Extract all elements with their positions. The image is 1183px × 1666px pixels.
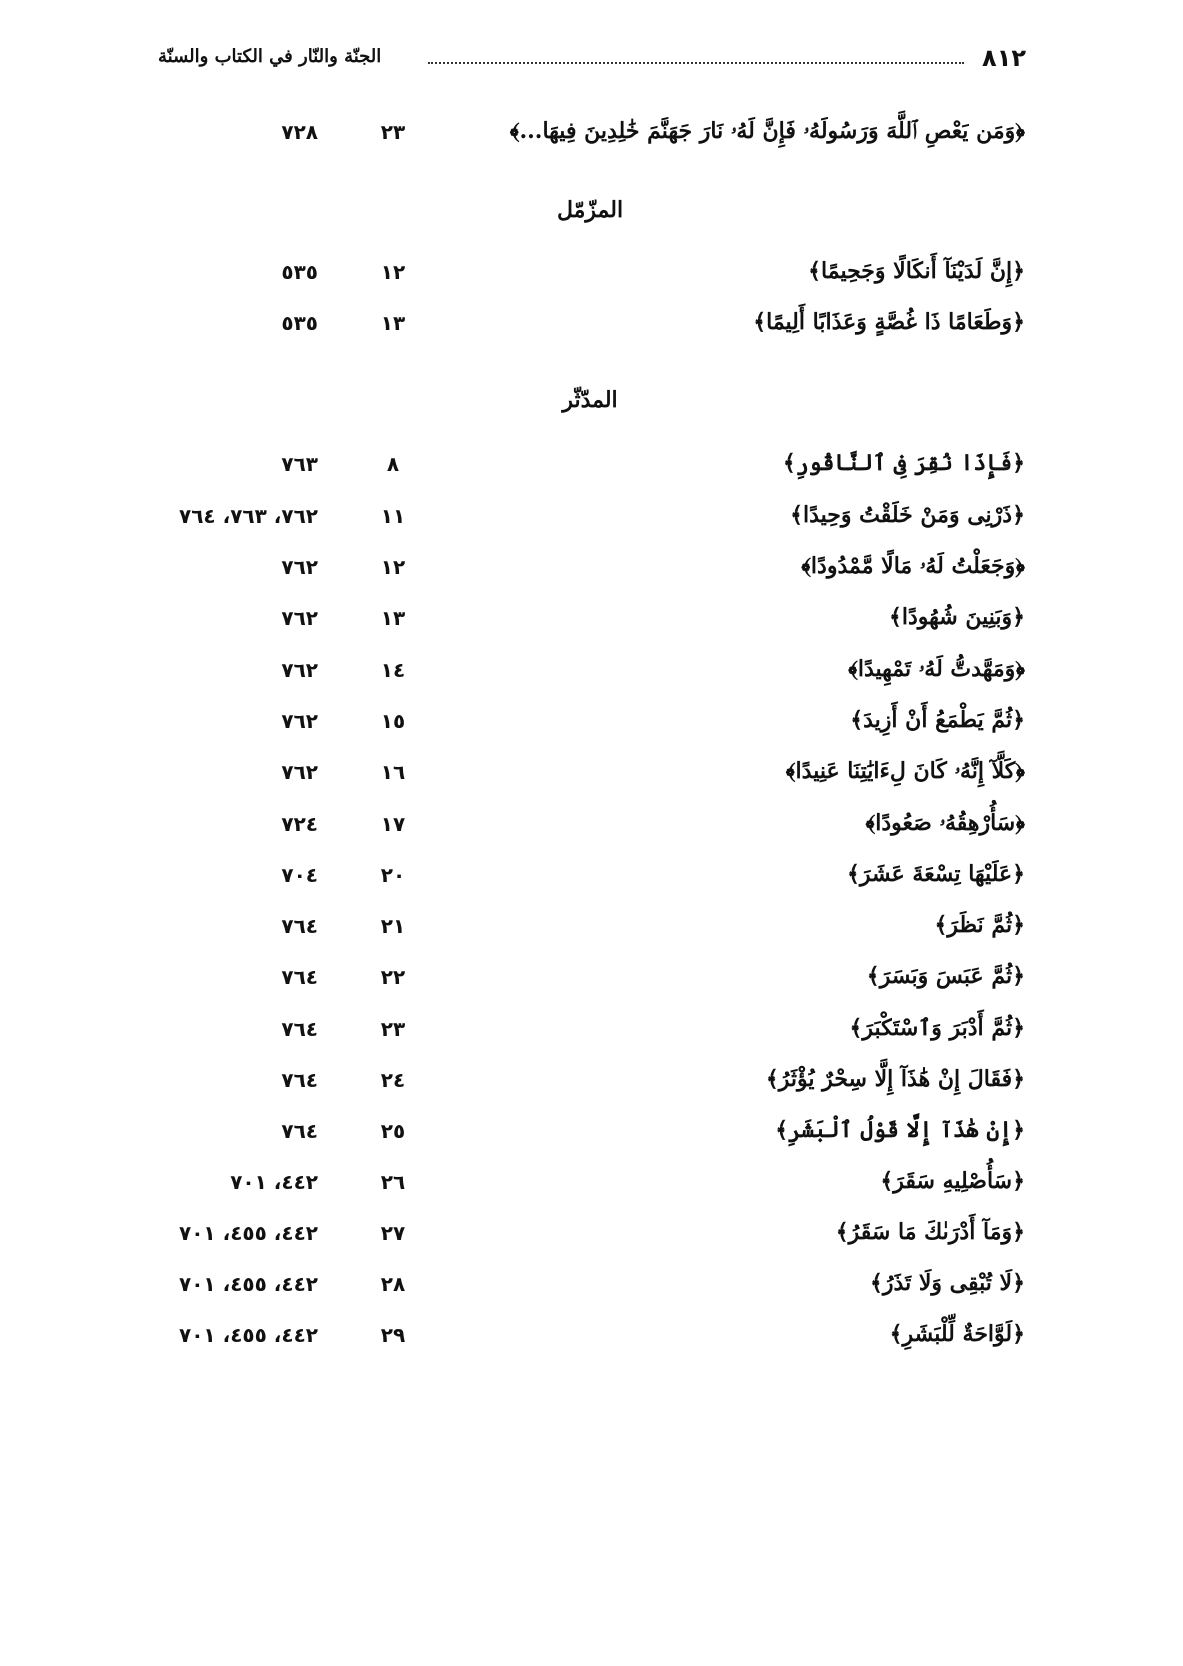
page-references: ٧٦٢	[281, 709, 318, 733]
ayah-number: ١١	[380, 504, 406, 528]
ayah-number: ٢٧	[380, 1221, 406, 1245]
page-references: ٤٤٢، ٤٥٥، ٧٠١	[179, 1323, 318, 1347]
index-row	[0, 963, 1183, 1003]
running-header	[158, 44, 1026, 76]
ayah-number: ٢٣	[380, 120, 406, 144]
verse-text: ﴿لَا تُبْقِى وَلَا تَذَرُ﴾	[870, 1270, 1025, 1296]
ayah-number: ٢٩	[380, 1323, 406, 1347]
header-dotted-leader	[428, 62, 964, 64]
verse-text: ﴿فَإِذَا نُقِرَ فِى ٱلنَّاقُورِ﴾	[782, 450, 1025, 476]
index-row	[0, 1321, 1183, 1361]
ayah-number: ١٧	[380, 812, 406, 836]
page-references: ٧٢٨	[281, 120, 318, 144]
verse-text: ﴿فَقَالَ إِنْ هَٰذَآ إِلَّا سِحْرٌ يُؤْثَرُ﴾	[765, 1066, 1025, 1092]
verse-text: ﴿وَمَهَّدتُّ لَهُۥ تَمْهِيدًا﴾	[848, 656, 1025, 682]
index-row	[0, 1219, 1183, 1259]
ayah-number: ١٣	[380, 606, 406, 630]
verse-text: ﴿ذَرْنِى وَمَنْ خَلَقْتُ وَحِيدًا﴾	[790, 502, 1025, 528]
verse-text: ﴿وَبَنِينَ شُهُودًا﴾	[888, 604, 1025, 630]
ayah-number: ٢٣	[380, 1017, 406, 1041]
surah-heading: المزّمّل	[556, 197, 624, 223]
verse-text: ﴿ثُمَّ يَطْمَعُ أَنْ أَزِيدَ﴾	[850, 707, 1025, 733]
ayah-number: ١٥	[380, 709, 406, 733]
verse-text: ﴿سَأُرْهِقُهُۥ صَعُودًا﴾	[865, 810, 1025, 836]
page-references: ٧٠٤	[281, 863, 318, 887]
index-row	[0, 656, 1183, 696]
verse-text: ﴿وَجَعَلْتُ لَهُۥ مَالًا مَّمْدُودًا﴾	[801, 553, 1025, 579]
ayah-number: ٨	[386, 452, 400, 476]
page-references: ٧٦٤	[281, 1017, 318, 1041]
page-references: ٧٦٢	[281, 658, 318, 682]
ayah-number: ٢٥	[380, 1119, 406, 1143]
ayah-number: ٢٠	[380, 863, 406, 887]
verse-text: ﴿ثُمَّ عَبَسَ وَبَسَرَ﴾	[866, 963, 1025, 989]
index-row	[0, 1015, 1183, 1055]
page-references: ٥٣٥	[281, 311, 318, 335]
verse-text: ﴿سَأُصْلِيهِ سَقَرَ﴾	[880, 1168, 1025, 1194]
page-references: ٧٦٤	[281, 1119, 318, 1143]
index-row	[0, 450, 1183, 490]
ayah-number: ٢٤	[380, 1068, 406, 1092]
index-row	[0, 502, 1183, 542]
index-row	[0, 1168, 1183, 1208]
ayah-number: ١٣	[380, 311, 406, 335]
ayah-number: ٢٦	[380, 1170, 406, 1194]
page-references: ٧٦٤	[281, 1068, 318, 1092]
verse-text: ﴿وَمَآ أَدْرَىٰكَ مَا سَقَرُ﴾	[835, 1219, 1025, 1245]
page-references: ٧٦٢	[281, 760, 318, 784]
page-references: ٧٦٢	[281, 555, 318, 579]
page-number: ٨١٢	[982, 44, 1026, 72]
ayah-number: ٢٢	[380, 965, 406, 989]
page-references: ٧٦٢	[281, 606, 318, 630]
index-row	[0, 1066, 1183, 1106]
page-references: ٧٦٤	[281, 965, 318, 989]
ayah-number: ١٢	[380, 260, 406, 284]
index-row	[0, 912, 1183, 952]
page-references: ٤٤٢، ٤٥٥، ٧٠١	[179, 1221, 318, 1245]
verse-text: ﴿وَمَن يَعْصِ ٱللَّهَ وَرَسُولَهُۥ فَإِنَّ لَهُۥ نَارَ جَهَنَّمَ خَٰلِدِينَ فِيهَا...﴾	[509, 118, 1025, 144]
verse-text: ﴿إِنْ هَٰذَآ إِلَّا قَوْلُ ٱلْبَشَرِ﴾	[775, 1117, 1025, 1143]
ayah-number: ١٢	[380, 555, 406, 579]
page-references: ٧٦٣	[281, 452, 318, 476]
index-row	[0, 258, 1183, 298]
index-row	[0, 1117, 1183, 1157]
verse-text: ﴿عَلَيْهَا تِسْعَةَ عَشَرَ﴾	[846, 861, 1025, 887]
ayah-number: ١٤	[380, 658, 406, 682]
verse-text: ﴿إِنَّ لَدَيْنَآ أَنكَالًا وَجَحِيمًا﴾	[808, 258, 1025, 284]
page-references: ٧٢٤	[281, 812, 318, 836]
page-references: ٤٤٢، ٧٠١	[230, 1170, 318, 1194]
index-row	[0, 861, 1183, 901]
page-references: ٤٤٢، ٤٥٥، ٧٠١	[179, 1272, 318, 1296]
surah-heading: المدّثّر	[562, 387, 618, 413]
ayah-number: ٢١	[380, 914, 406, 938]
index-row	[0, 810, 1183, 850]
index-row	[0, 604, 1183, 644]
verse-text: ﴿وَطَعَامًا ذَا غُصَّةٍ وَعَذَابًا أَلِيمًا﴾	[753, 309, 1025, 335]
index-row	[0, 553, 1183, 593]
book-title: الجنّة والنّار في الكتاب والسنّة	[158, 46, 382, 67]
index-row	[0, 118, 1183, 158]
ayah-number: ١٦	[380, 760, 406, 784]
index-row	[0, 707, 1183, 747]
verse-text: ﴿لَوَّاحَةٌ لِّلْبَشَرِ﴾	[889, 1321, 1025, 1347]
ayah-number: ٢٨	[380, 1272, 406, 1296]
page-references: ٧٦٤	[281, 914, 318, 938]
page-references: ٧٦٢، ٧٦٣، ٧٦٤	[179, 504, 318, 528]
index-row	[0, 1270, 1183, 1310]
index-row	[0, 758, 1183, 798]
verse-text: ﴿ثُمَّ نَظَرَ﴾	[934, 912, 1025, 938]
verse-text: ﴿ثُمَّ أَدْبَرَ وَٱسْتَكْبَرَ﴾	[849, 1015, 1025, 1041]
verse-text: ﴿كَلَّآ إِنَّهُۥ كَانَ لِءَايَٰتِنَا عَنِيدًا﴾	[785, 758, 1025, 784]
index-row	[0, 309, 1183, 349]
page-references: ٥٣٥	[281, 260, 318, 284]
